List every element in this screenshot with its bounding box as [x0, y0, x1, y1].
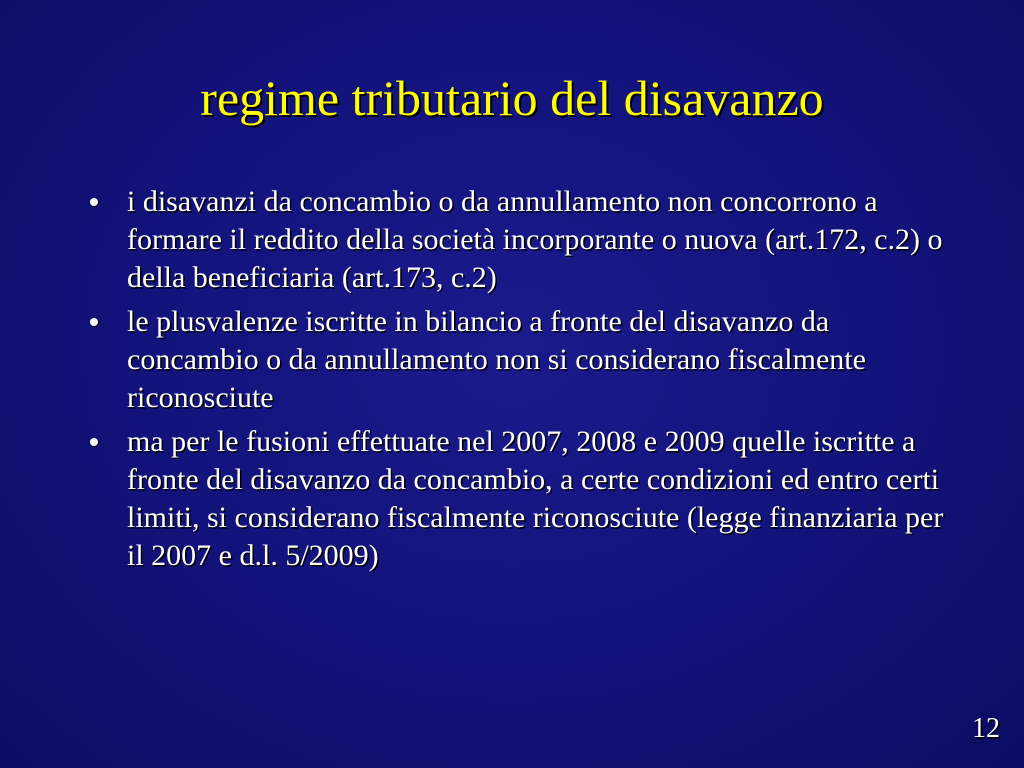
slide-number: 12	[972, 713, 1000, 744]
slide-title: regime tributario del disavanzo	[200, 70, 824, 126]
bullet-list	[85, 183, 965, 581]
bullet-text: ma per le fusioni effettuate nel 2007, 2008 e 2009 quelle iscritte a fronte del disavanzo da concambio, a certe condizioni ed entro certi limiti, si considerano fiscalmente riconosciute (legge finanziaria per il 2007 e d.l. 5/2009)	[127, 425, 944, 572]
bullet-dot-icon	[90, 198, 98, 206]
bullet-dot-icon	[90, 438, 98, 446]
bullet-item	[85, 303, 965, 417]
bullet-text: i disavanzi da concambio o da annullamento non concorrono a formare il reddito della società incorporante o nuova (art.172, c.2) o della beneficiaria (art.173, c.2)	[127, 185, 943, 294]
bullet-text: le plusvalenze iscritte in bilancio a fronte del disavanzo da concambio o da annullamento non si considerano fiscalmente riconosciute	[127, 305, 866, 414]
bullet-item	[85, 183, 965, 297]
bullet-dot-icon	[90, 318, 98, 326]
bullet-item	[85, 423, 965, 575]
